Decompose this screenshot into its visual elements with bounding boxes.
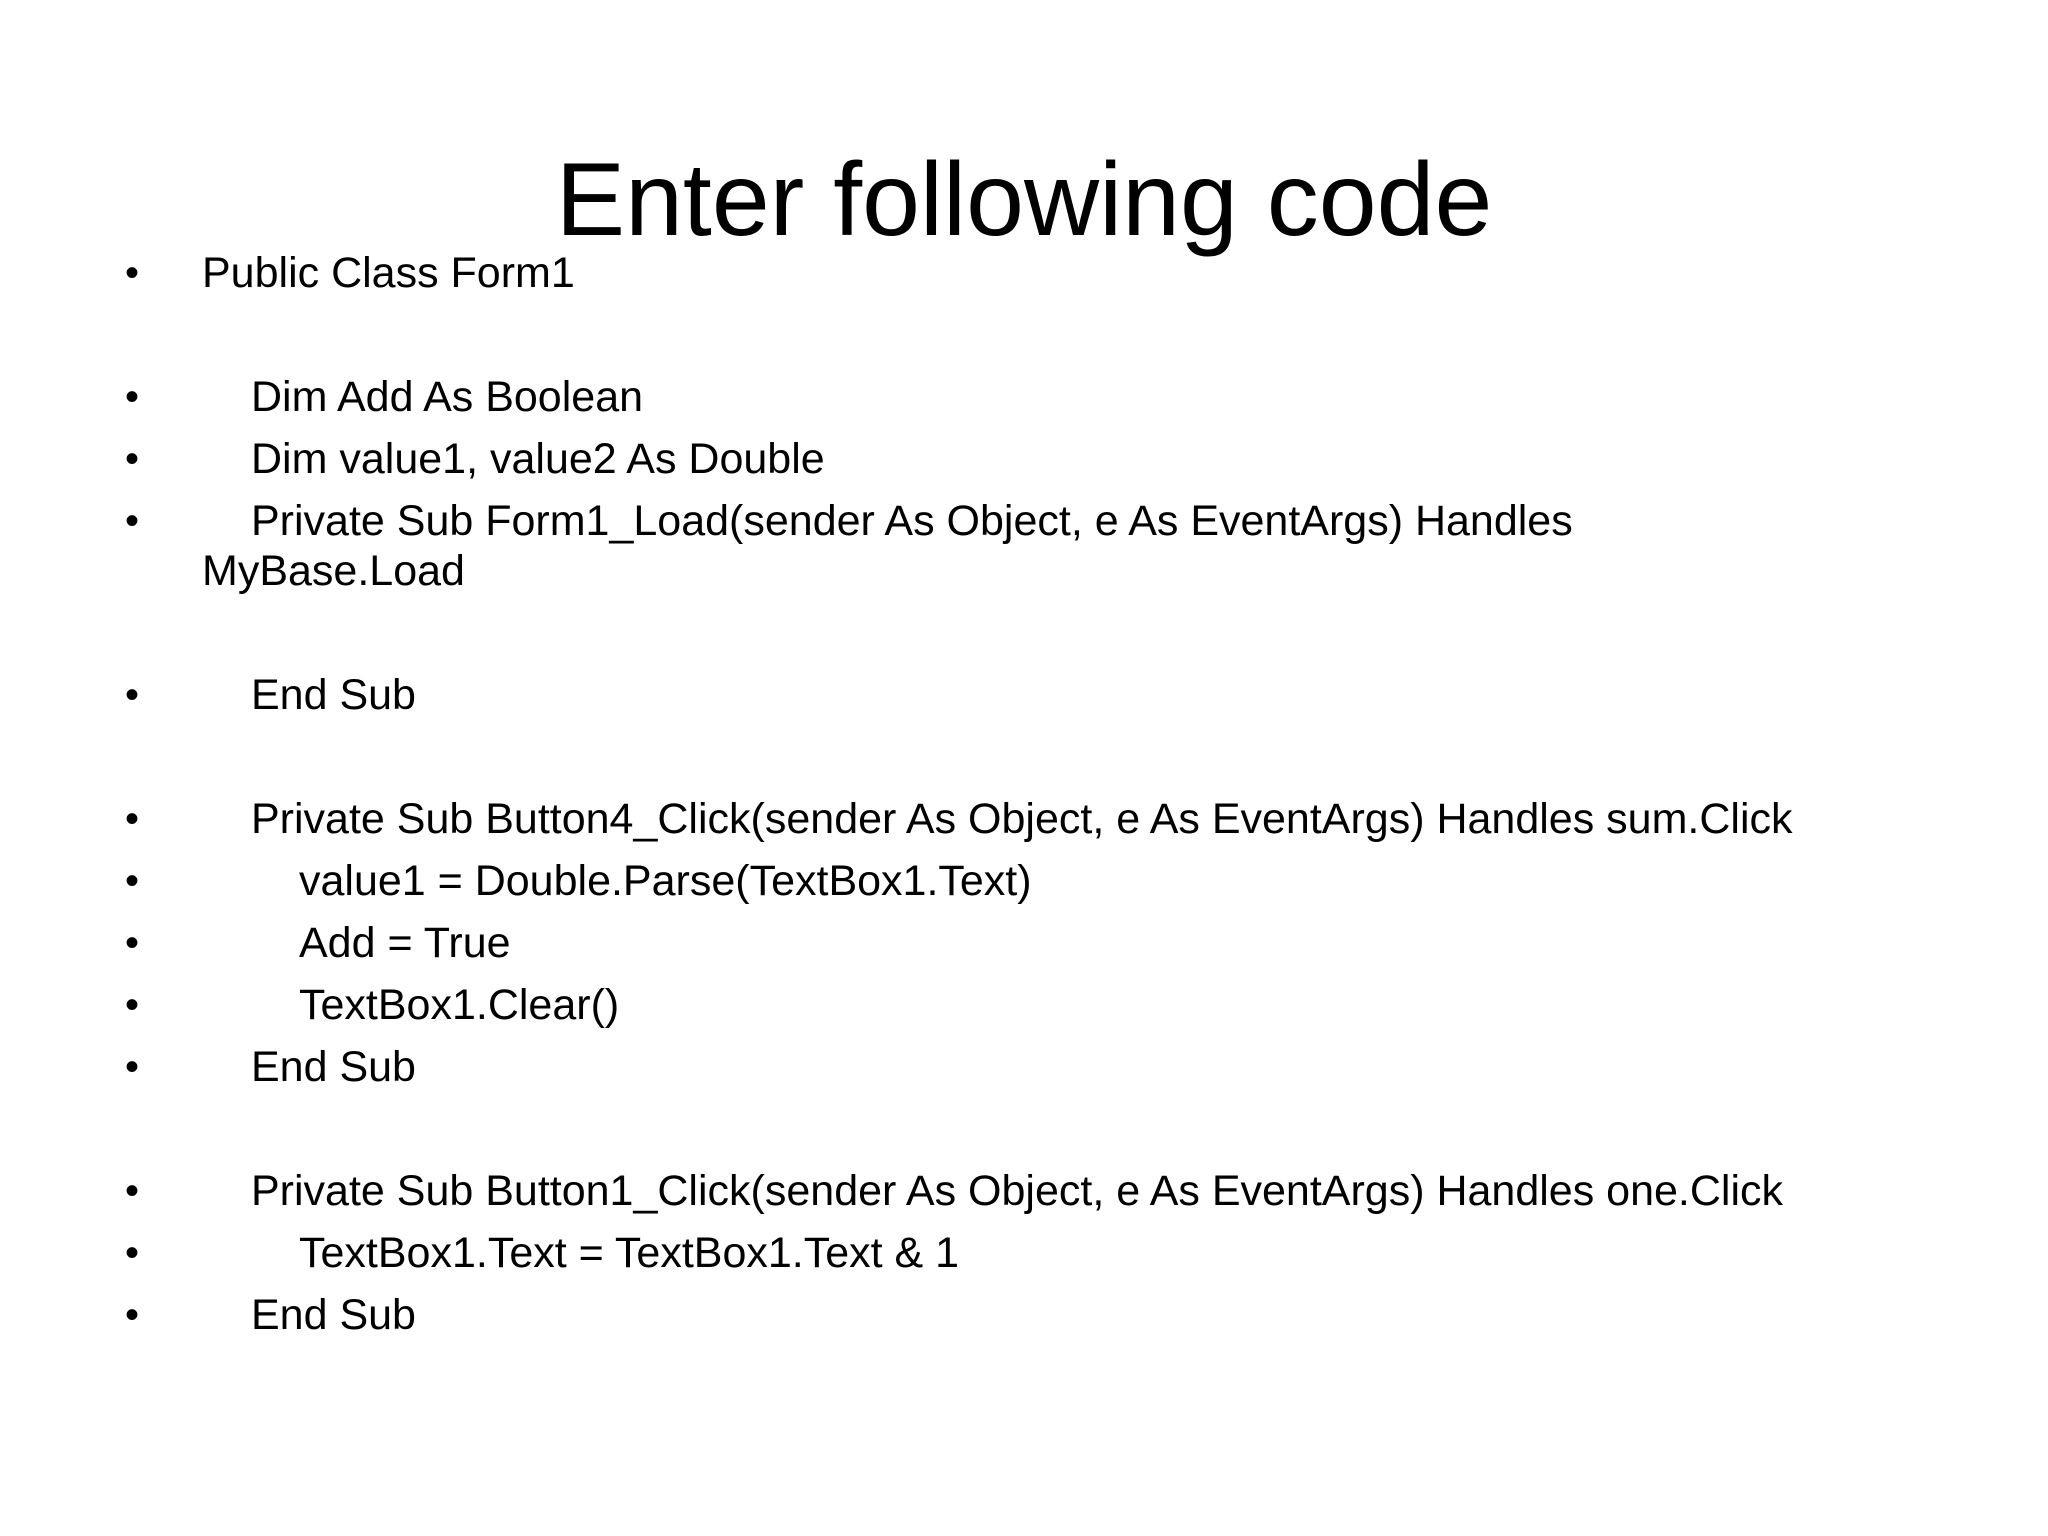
bullet-dot: • (124, 859, 139, 903)
code-line: Private Sub Form1_Load(sender As Object, e As EventArgs) Handles (251, 497, 1573, 545)
code-line: Dim Add As Boolean (251, 373, 644, 421)
code-line: TextBox1.Clear() (299, 981, 620, 1029)
bullet-dot: • (124, 437, 139, 481)
code-line: End Sub (251, 1291, 416, 1339)
bullet-dot: • (124, 251, 139, 295)
bullet-dot: • (124, 1293, 139, 1337)
code-line: TextBox1.Text = TextBox1.Text & 1 (299, 1229, 960, 1277)
bullet-dot: • (124, 983, 139, 1027)
bullet-dot: • (124, 1169, 139, 1213)
code-line: Add = True (299, 919, 511, 967)
code-line: Private Sub Button4_Click(sender As Object, e As EventArgs) Handles sum.Click (251, 795, 1793, 843)
bullet-dot: • (124, 797, 139, 841)
bullet-dot: • (124, 499, 139, 543)
bullet-dot: • (124, 1045, 139, 1089)
bullet-dot: • (124, 673, 139, 717)
code-line: value1 = Double.Parse(TextBox1.Text) (299, 857, 1032, 905)
bullet-dot: • (124, 375, 139, 419)
bullet-dot: • (124, 921, 139, 965)
slide-title: Enter following code (555, 141, 1493, 258)
code-line: End Sub (251, 1043, 416, 1091)
bullet-dot: • (124, 1231, 139, 1275)
code-line-continuation: MyBase.Load (202, 547, 465, 595)
code-line: Public Class Form1 (202, 249, 575, 297)
code-line: Private Sub Button1_Click(sender As Object, e As EventArgs) Handles one.Click (251, 1167, 1784, 1215)
code-line: End Sub (251, 671, 416, 719)
code-line: Dim value1, value2 As Double (251, 435, 825, 483)
